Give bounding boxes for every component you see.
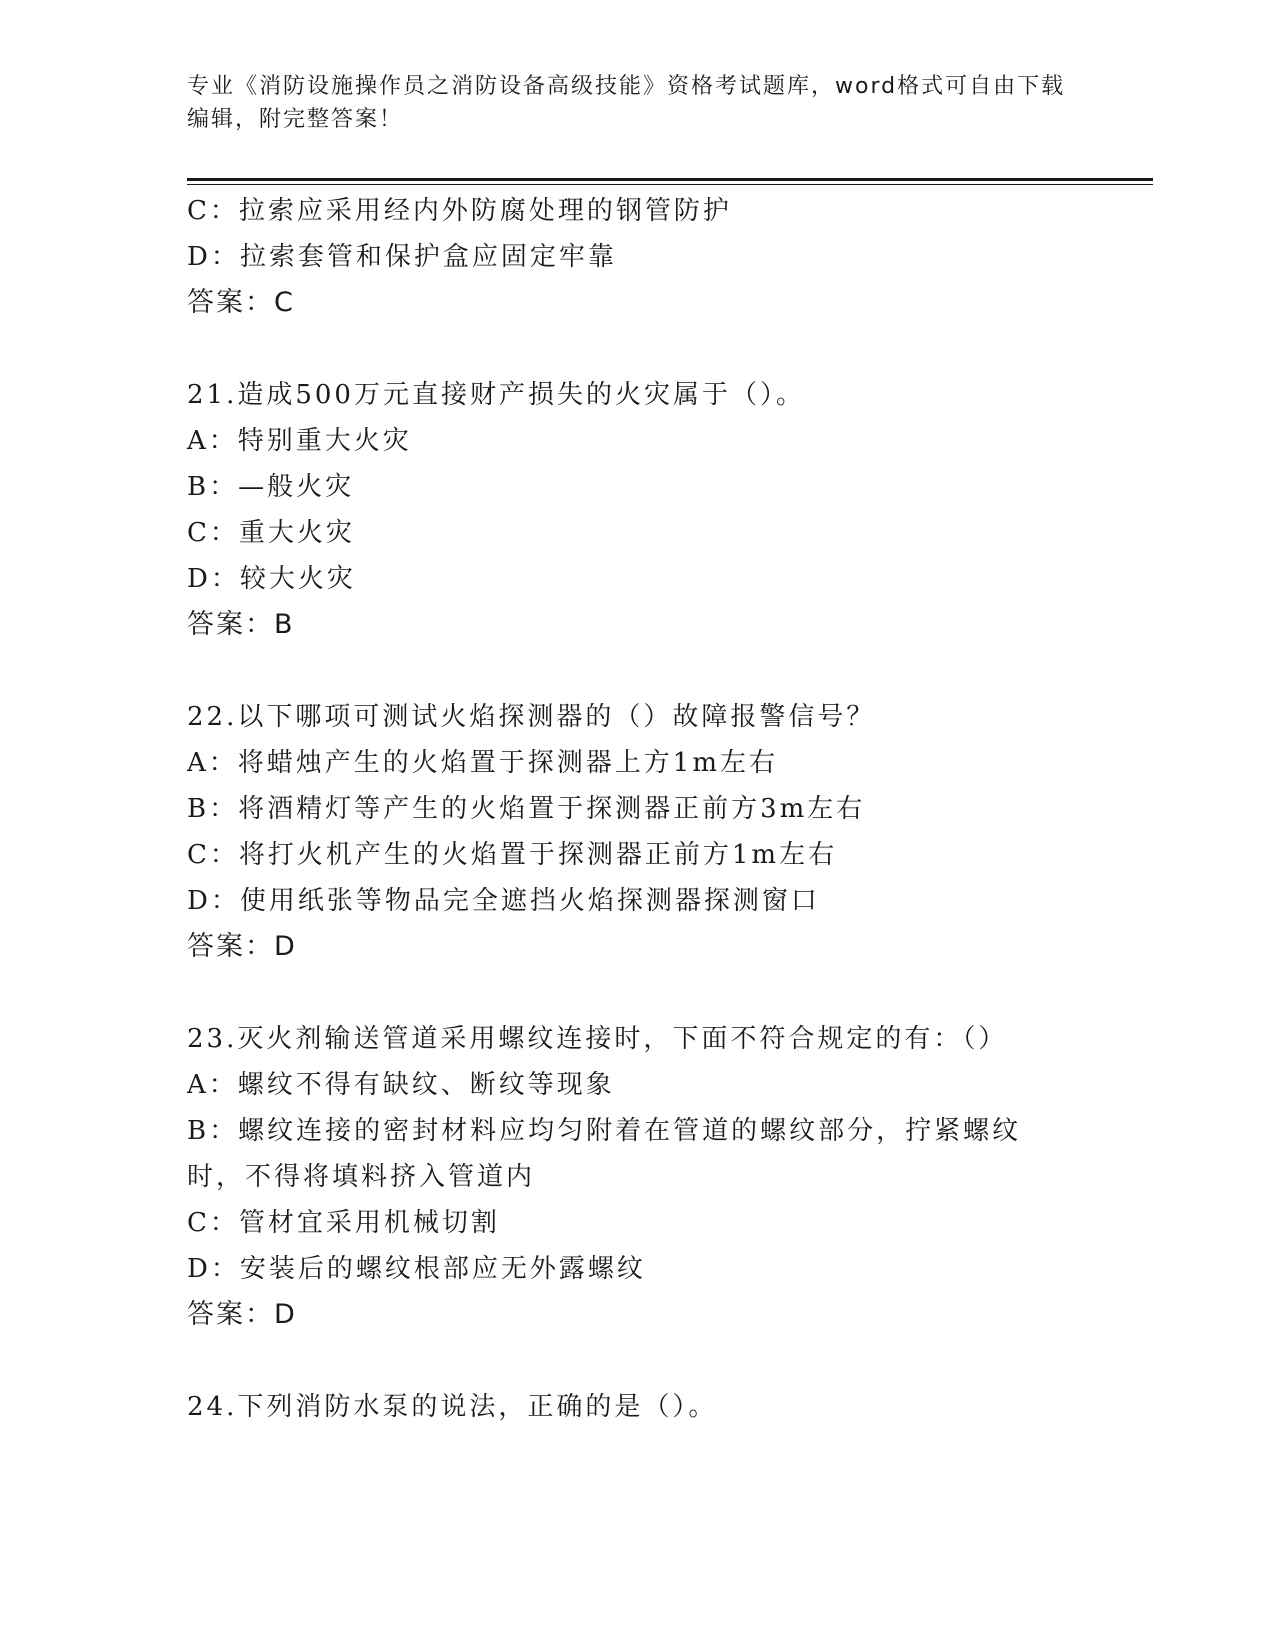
option-b: B：—般火灾 [187, 472, 355, 502]
spacer [187, 970, 1067, 1016]
option-d: D：安装后的螺纹根部应无外露螺纹 [187, 1254, 646, 1284]
option-d: D：较大火灾 [187, 564, 356, 594]
question-24: 24.下列消防水泵的说法，正确的是（）。 [187, 1392, 718, 1422]
option-b: B：将酒精灯等产生的火焰置于探测器正前方3m左右 [187, 794, 866, 824]
option-a: A：特别重大火灾 [187, 426, 412, 456]
answer-text: 答案：B [187, 609, 295, 640]
spacer [187, 648, 1067, 694]
option-b: B：螺纹连接的密封材料应均匀附着在管道的螺纹部分，拧紧螺纹时，不得将填料挤入管道内 [187, 1116, 1022, 1192]
option-c: C：管材宜采用机械切割 [187, 1208, 500, 1238]
option-a: A：将蜡烛产生的火焰置于探测器上方1m左右 [187, 748, 778, 778]
option-c: C：将打火机产生的火焰置于探测器正前方1m左右 [187, 840, 838, 870]
document-header: 专业《消防设施操作员之消防设备高级技能》资格考试题库，word格式可自由下载编辑，附完整答案！ [187, 74, 1066, 132]
spacer [187, 326, 1067, 372]
answer-text: 答案：D [187, 931, 297, 962]
question-22: 22.以下哪项可测试火焰探测器的（）故障报警信号？ [187, 702, 876, 732]
option-c: C：拉索应采用经内外防腐处理的钢管防护 [187, 196, 732, 226]
question-23: 23.灭火剂输送管道采用螺纹连接时，下面不符合规定的有：（） [187, 1024, 1008, 1054]
option-c: C：重大火灾 [187, 518, 355, 548]
answer-text: 答案：C [187, 287, 295, 318]
header-divider-thin [187, 184, 1153, 185]
answer-text: 答案：D [187, 1299, 297, 1330]
question-21: 21.造成500万元直接财产损失的火灾属于（）。 [187, 380, 805, 410]
option-a: A：螺纹不得有缺纹、断纹等现象 [187, 1070, 615, 1100]
spacer [187, 1338, 1067, 1384]
question-content [187, 188, 1067, 1430]
option-d: D：使用纸张等物品完全遮挡火焰探测器探测窗口 [187, 886, 820, 916]
header-divider-thick [187, 178, 1153, 181]
option-d: D：拉索套管和保护盒应固定牢靠 [187, 242, 617, 272]
